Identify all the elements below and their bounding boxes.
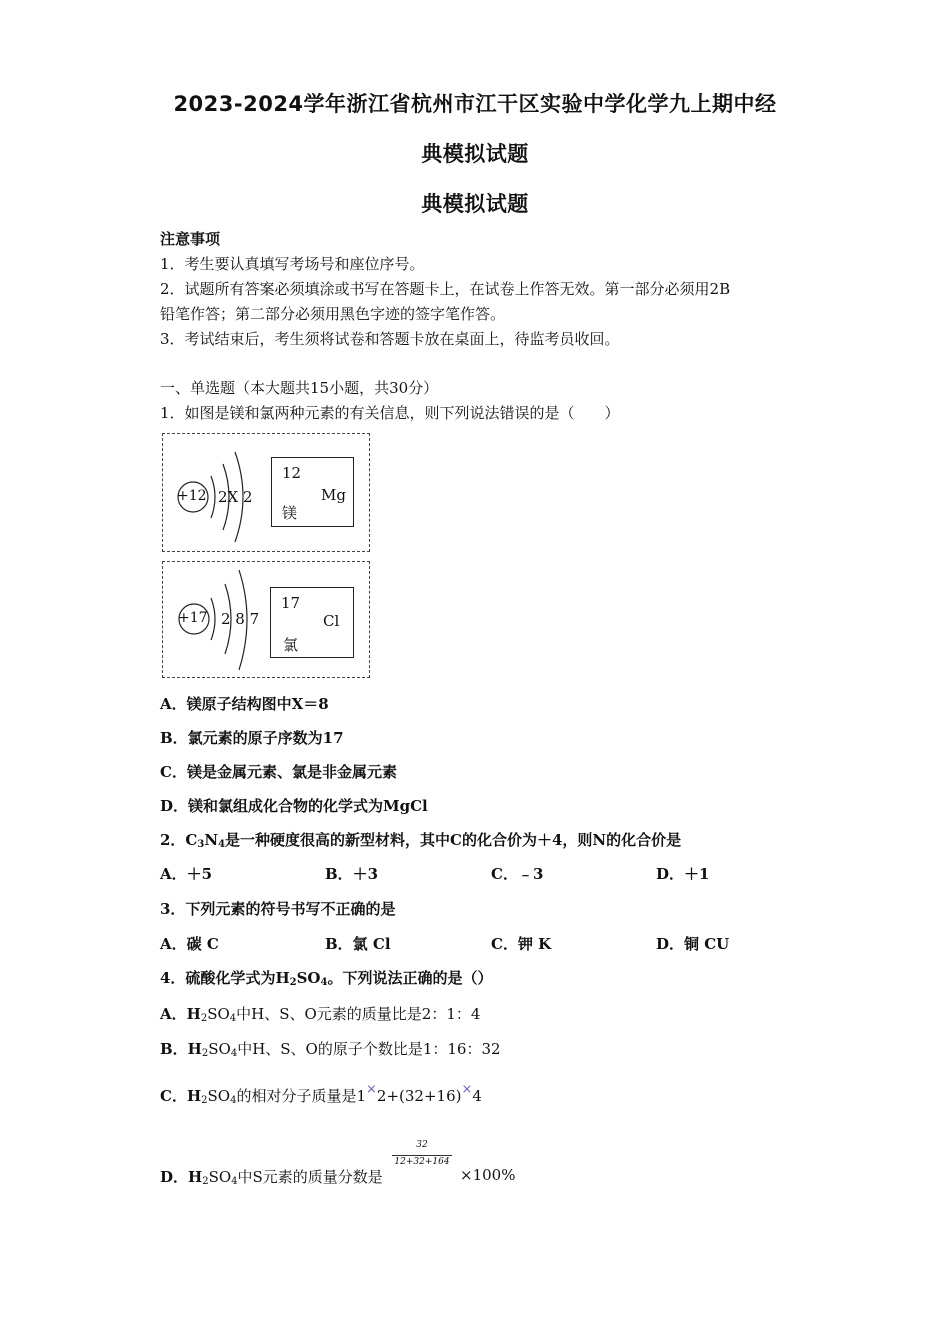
question-4-option-b: [160, 1038, 501, 1059]
question-2-option-d: D．＋1: [656, 865, 710, 883]
q4-stem-sub-4: 4: [320, 977, 328, 988]
mg-symbol: Mg: [321, 486, 346, 504]
q4d-fraction-bar: [392, 1155, 452, 1156]
q4c-sub-2: 2: [201, 1095, 208, 1106]
magnesium-diagram: [162, 433, 370, 552]
cl-atomic-number: 17: [281, 594, 301, 612]
mg-name: 镁: [282, 504, 298, 522]
question-2-option-c: C．﹣3: [491, 865, 544, 883]
notice-item-1: 1．考生要认真填写考场号和座位序号。: [160, 255, 425, 273]
question-4-option-d: [160, 1166, 383, 1187]
exam-title-line-2: 典模拟试题: [421, 142, 529, 166]
notice-item-3: 3．考试结束后，考生须将试卷和答题卡放在桌面上，待监考员收回。: [160, 330, 620, 348]
q2-subscript-4: 4: [218, 839, 226, 850]
question-3-option-a: A．碳 C: [160, 935, 219, 953]
q4c-suffix-3: 4: [472, 1087, 482, 1105]
q2-stem-prefix: 2．C: [160, 831, 198, 849]
q4-stem-suffix: 。下列说法正确的是（）: [327, 969, 493, 987]
q4b-suffix: 中H、S、O的原子个数比是1：16：32: [237, 1040, 501, 1058]
q4c-times-symbol-2: ×: [461, 1082, 473, 1097]
exam-title-line-3: 典模拟试题: [421, 192, 529, 216]
q4d-tail: ×100%: [460, 1166, 516, 1184]
mg-shell-arc-1: [211, 476, 215, 518]
q4d-fraction-denominator: 12+32+164: [394, 1157, 450, 1167]
q4c-suffix-1: 的相对分子质量是1: [236, 1087, 366, 1105]
q4a-suffix: 中H、S、O元素的质量比是2：1：4: [236, 1005, 481, 1023]
q4a-prefix: A．H: [160, 1005, 201, 1023]
q4c-prefix: C．H: [160, 1087, 202, 1105]
question-3-option-b: B．氯 Cl: [325, 935, 391, 953]
question-1-stem: 1．如图是镁和氯两种元素的有关信息，则下列说法错误的是（ ）: [160, 404, 620, 422]
question-4-option-c: [160, 1082, 482, 1106]
q4c-suffix-2: 2+(32+16): [376, 1087, 462, 1105]
q4a-so: SO: [207, 1005, 230, 1023]
q4a-sub-2: 2: [200, 1013, 208, 1024]
cl-shell-numbers: 2 8 7: [221, 610, 260, 628]
question-2-option-a: A．＋5: [160, 865, 213, 883]
q2-subscript-3: 3: [197, 839, 205, 850]
q4a-sub-4: 4: [229, 1013, 237, 1024]
q4b-sub-2: 2: [201, 1048, 209, 1059]
q4b-sub-4: 4: [230, 1048, 238, 1059]
mg-nucleus-label: +12: [177, 488, 207, 504]
q4d-prefix: D．H: [160, 1168, 203, 1186]
q4-stem-sub-2: 2: [289, 977, 297, 988]
q4-stem-mid: SO: [296, 969, 321, 987]
cl-symbol: Cl: [323, 612, 340, 630]
question-1-option-c: C．镁是金属元素、氯是非金属元素: [160, 763, 397, 781]
mg-shell-numbers: 2X 2: [218, 488, 253, 506]
q4b-so: SO: [208, 1040, 231, 1058]
q4-stem-prefix: 4．硫酸化学式为H: [160, 969, 290, 987]
notice-heading: 注意事项: [160, 230, 221, 248]
q4c-so: SO: [207, 1087, 231, 1105]
question-2-stem: [160, 829, 681, 850]
q2-n: N: [204, 831, 219, 849]
exam-title-line-1: 2023-2024学年浙江省杭州市江干区实验中学化学九上期中经: [173, 92, 777, 116]
notice-item-2a: 2．试题所有答案必须填涂或书写在答题卡上，在试卷上作答无效。第一部分必须用2B: [160, 280, 731, 298]
q2-stem-suffix: 是一种硬度很高的新型材料，其中C的化合价为＋4，则N的化合价是: [225, 831, 682, 849]
section-1-heading: 一、单选题（本大题共15小题，共30分）: [160, 379, 439, 397]
question-1-option-d: D．镁和氯组成化合物的化学式为MgCl: [160, 797, 428, 815]
question-1-option-a: A．镁原子结构图中X＝8: [160, 695, 329, 713]
q4d-fraction-numerator: 32: [416, 1140, 428, 1150]
notice-item-2b: 铅笔作答；第二部分必须用黑色字迹的签字笔作答。: [160, 305, 506, 323]
question-4-option-a: [160, 1003, 480, 1024]
chlorine-diagram: [162, 561, 370, 678]
mg-element-card: [271, 457, 354, 527]
question-1-option-b: B．氯元素的原子序数为17: [160, 729, 344, 747]
q4b-prefix: B．H: [160, 1040, 202, 1058]
cl-shell-arc-1: [211, 598, 215, 640]
q4c-sub-4: 4: [230, 1095, 237, 1106]
cl-nucleus-label: +17: [178, 610, 208, 626]
q4d-sub-4: 4: [231, 1176, 238, 1187]
question-3-option-c: C．钾 K: [491, 935, 552, 953]
q4d-suffix: 中S元素的质量分数是: [237, 1168, 383, 1186]
cl-element-card: [270, 587, 354, 658]
q4d-so: SO: [208, 1168, 232, 1186]
question-4-stem: [160, 967, 492, 988]
q4d-sub-2: 2: [202, 1176, 209, 1187]
cl-name: 氯: [283, 636, 299, 654]
q4c-times-symbol-1: ×: [366, 1082, 377, 1097]
question-3-option-d: D．铜 CU: [656, 935, 730, 953]
question-3-stem: 3．下列元素的符号书写不正确的是: [160, 900, 396, 918]
mg-atomic-number: 12: [282, 464, 302, 482]
question-2-option-b: B．＋3: [325, 865, 379, 883]
